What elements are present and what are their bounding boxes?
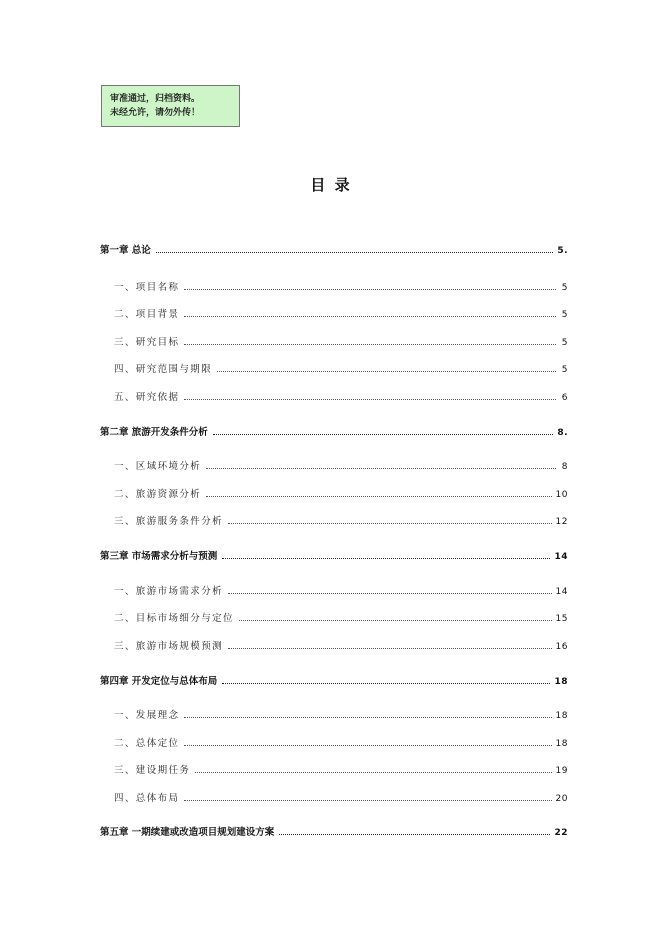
toc-chapter-1[interactable]	[100, 240, 568, 256]
toc-section[interactable]	[100, 705, 568, 721]
toc-page-number: 5	[561, 338, 568, 348]
toc-entry-label: 第二章 旅游开发条件分析	[100, 427, 208, 438]
toc-entry-label: 三、旅游市场规模预测	[114, 641, 224, 652]
toc-page-number: 8	[561, 462, 568, 472]
dot-leader	[222, 558, 550, 559]
toc-page-number: 5	[561, 365, 568, 375]
toc-section[interactable]	[100, 484, 568, 500]
toc-entry-label: 三、建设期任务	[114, 765, 191, 776]
toc-entry-label: 四、总体布局	[114, 793, 180, 804]
toc-section[interactable]	[100, 277, 568, 293]
confidential-notice	[101, 85, 240, 127]
dot-leader	[156, 252, 554, 253]
toc-entry-label: 二、目标市场细分与定位	[114, 613, 234, 624]
dot-leader	[228, 648, 552, 649]
toc-entry-label: 二、旅游资源分析	[114, 489, 202, 500]
toc-chapter-4[interactable]	[100, 671, 568, 687]
toc-page-number: 14	[555, 587, 568, 597]
toc-page-number: 22	[554, 828, 568, 838]
dot-leader	[184, 316, 556, 317]
notice-line-2: 未经允许，请勿外传！	[110, 108, 201, 118]
toc-chapter-5[interactable]	[100, 822, 568, 838]
dot-leader	[195, 772, 551, 773]
dot-leader	[184, 289, 556, 290]
dot-leader	[228, 593, 552, 594]
dot-leader	[206, 496, 551, 497]
toc-entry-label: 五、研究依据	[114, 392, 180, 403]
toc-section[interactable]	[100, 387, 568, 403]
toc-section[interactable]	[100, 636, 568, 652]
toc-page-number: 18	[555, 739, 568, 749]
toc-page-number: 12	[555, 517, 568, 527]
toc-section[interactable]	[100, 304, 568, 320]
toc-section[interactable]	[100, 760, 568, 776]
toc-entry-label: 第三章 市场需求分析与预测	[100, 551, 218, 562]
toc-entry-label: 第五章 一期续建或改造项目规划建设方案	[100, 827, 275, 838]
dot-leader	[184, 745, 551, 746]
toc-page-number: 16	[555, 642, 568, 652]
toc-section[interactable]	[100, 788, 568, 804]
toc-page-number: 15	[555, 614, 568, 624]
toc-entry-label: 第四章 开发定位与总体布局	[100, 676, 218, 687]
toc-page-number: 10	[555, 490, 568, 500]
toc-section[interactable]	[100, 608, 568, 624]
dot-leader	[228, 523, 552, 524]
toc-page-number: 8.	[557, 428, 568, 438]
dot-leader	[239, 620, 552, 621]
dot-leader	[222, 683, 550, 684]
toc-chapter-3[interactable]	[100, 546, 568, 562]
toc-page-number: 20	[555, 794, 568, 804]
toc-entry-label: 二、总体定位	[114, 738, 180, 749]
toc-page-number: 18	[554, 677, 568, 687]
toc-entry-label: 一、项目名称	[114, 282, 180, 293]
dot-leader	[184, 399, 556, 400]
dot-leader	[217, 371, 556, 372]
toc-entry-label: 二、项目背景	[114, 309, 180, 320]
toc-section[interactable]	[100, 456, 568, 472]
toc-entry-label: 一、发展理念	[114, 710, 180, 721]
toc-section[interactable]	[100, 359, 568, 375]
toc-entry-label: 一、旅游市场需求分析	[114, 586, 224, 597]
toc-page-number: 5	[561, 283, 568, 293]
toc-entry-label: 第一章 总论	[100, 245, 151, 256]
toc-page-number: 5.	[557, 246, 568, 256]
toc-section[interactable]	[100, 511, 568, 527]
toc-entry-label: 四、研究范围与期限	[114, 364, 213, 375]
dot-leader	[213, 434, 554, 435]
toc-entry-label: 三、研究目标	[114, 337, 180, 348]
toc-entry-label: 三、旅游服务条件分析	[114, 516, 224, 527]
toc-page-number: 5	[561, 310, 568, 320]
toc-entry-label: 一、区域环境分析	[114, 461, 202, 472]
toc-chapter-2[interactable]	[100, 422, 568, 438]
dot-leader	[206, 468, 556, 469]
toc-section[interactable]	[100, 332, 568, 348]
dot-leader	[279, 834, 550, 835]
dot-leader	[184, 800, 551, 801]
toc-section[interactable]	[100, 581, 568, 597]
toc-page-number: 14	[554, 552, 568, 562]
toc-section[interactable]	[100, 733, 568, 749]
toc-page-number: 6	[561, 393, 568, 403]
toc-page-number: 18	[555, 711, 568, 721]
toc-page-number: 19	[555, 766, 568, 776]
dot-leader	[184, 344, 556, 345]
toc-title: 目 录	[310, 176, 352, 194]
dot-leader	[184, 717, 551, 718]
notice-line-1: 审准通过，归档资料。	[110, 94, 201, 104]
